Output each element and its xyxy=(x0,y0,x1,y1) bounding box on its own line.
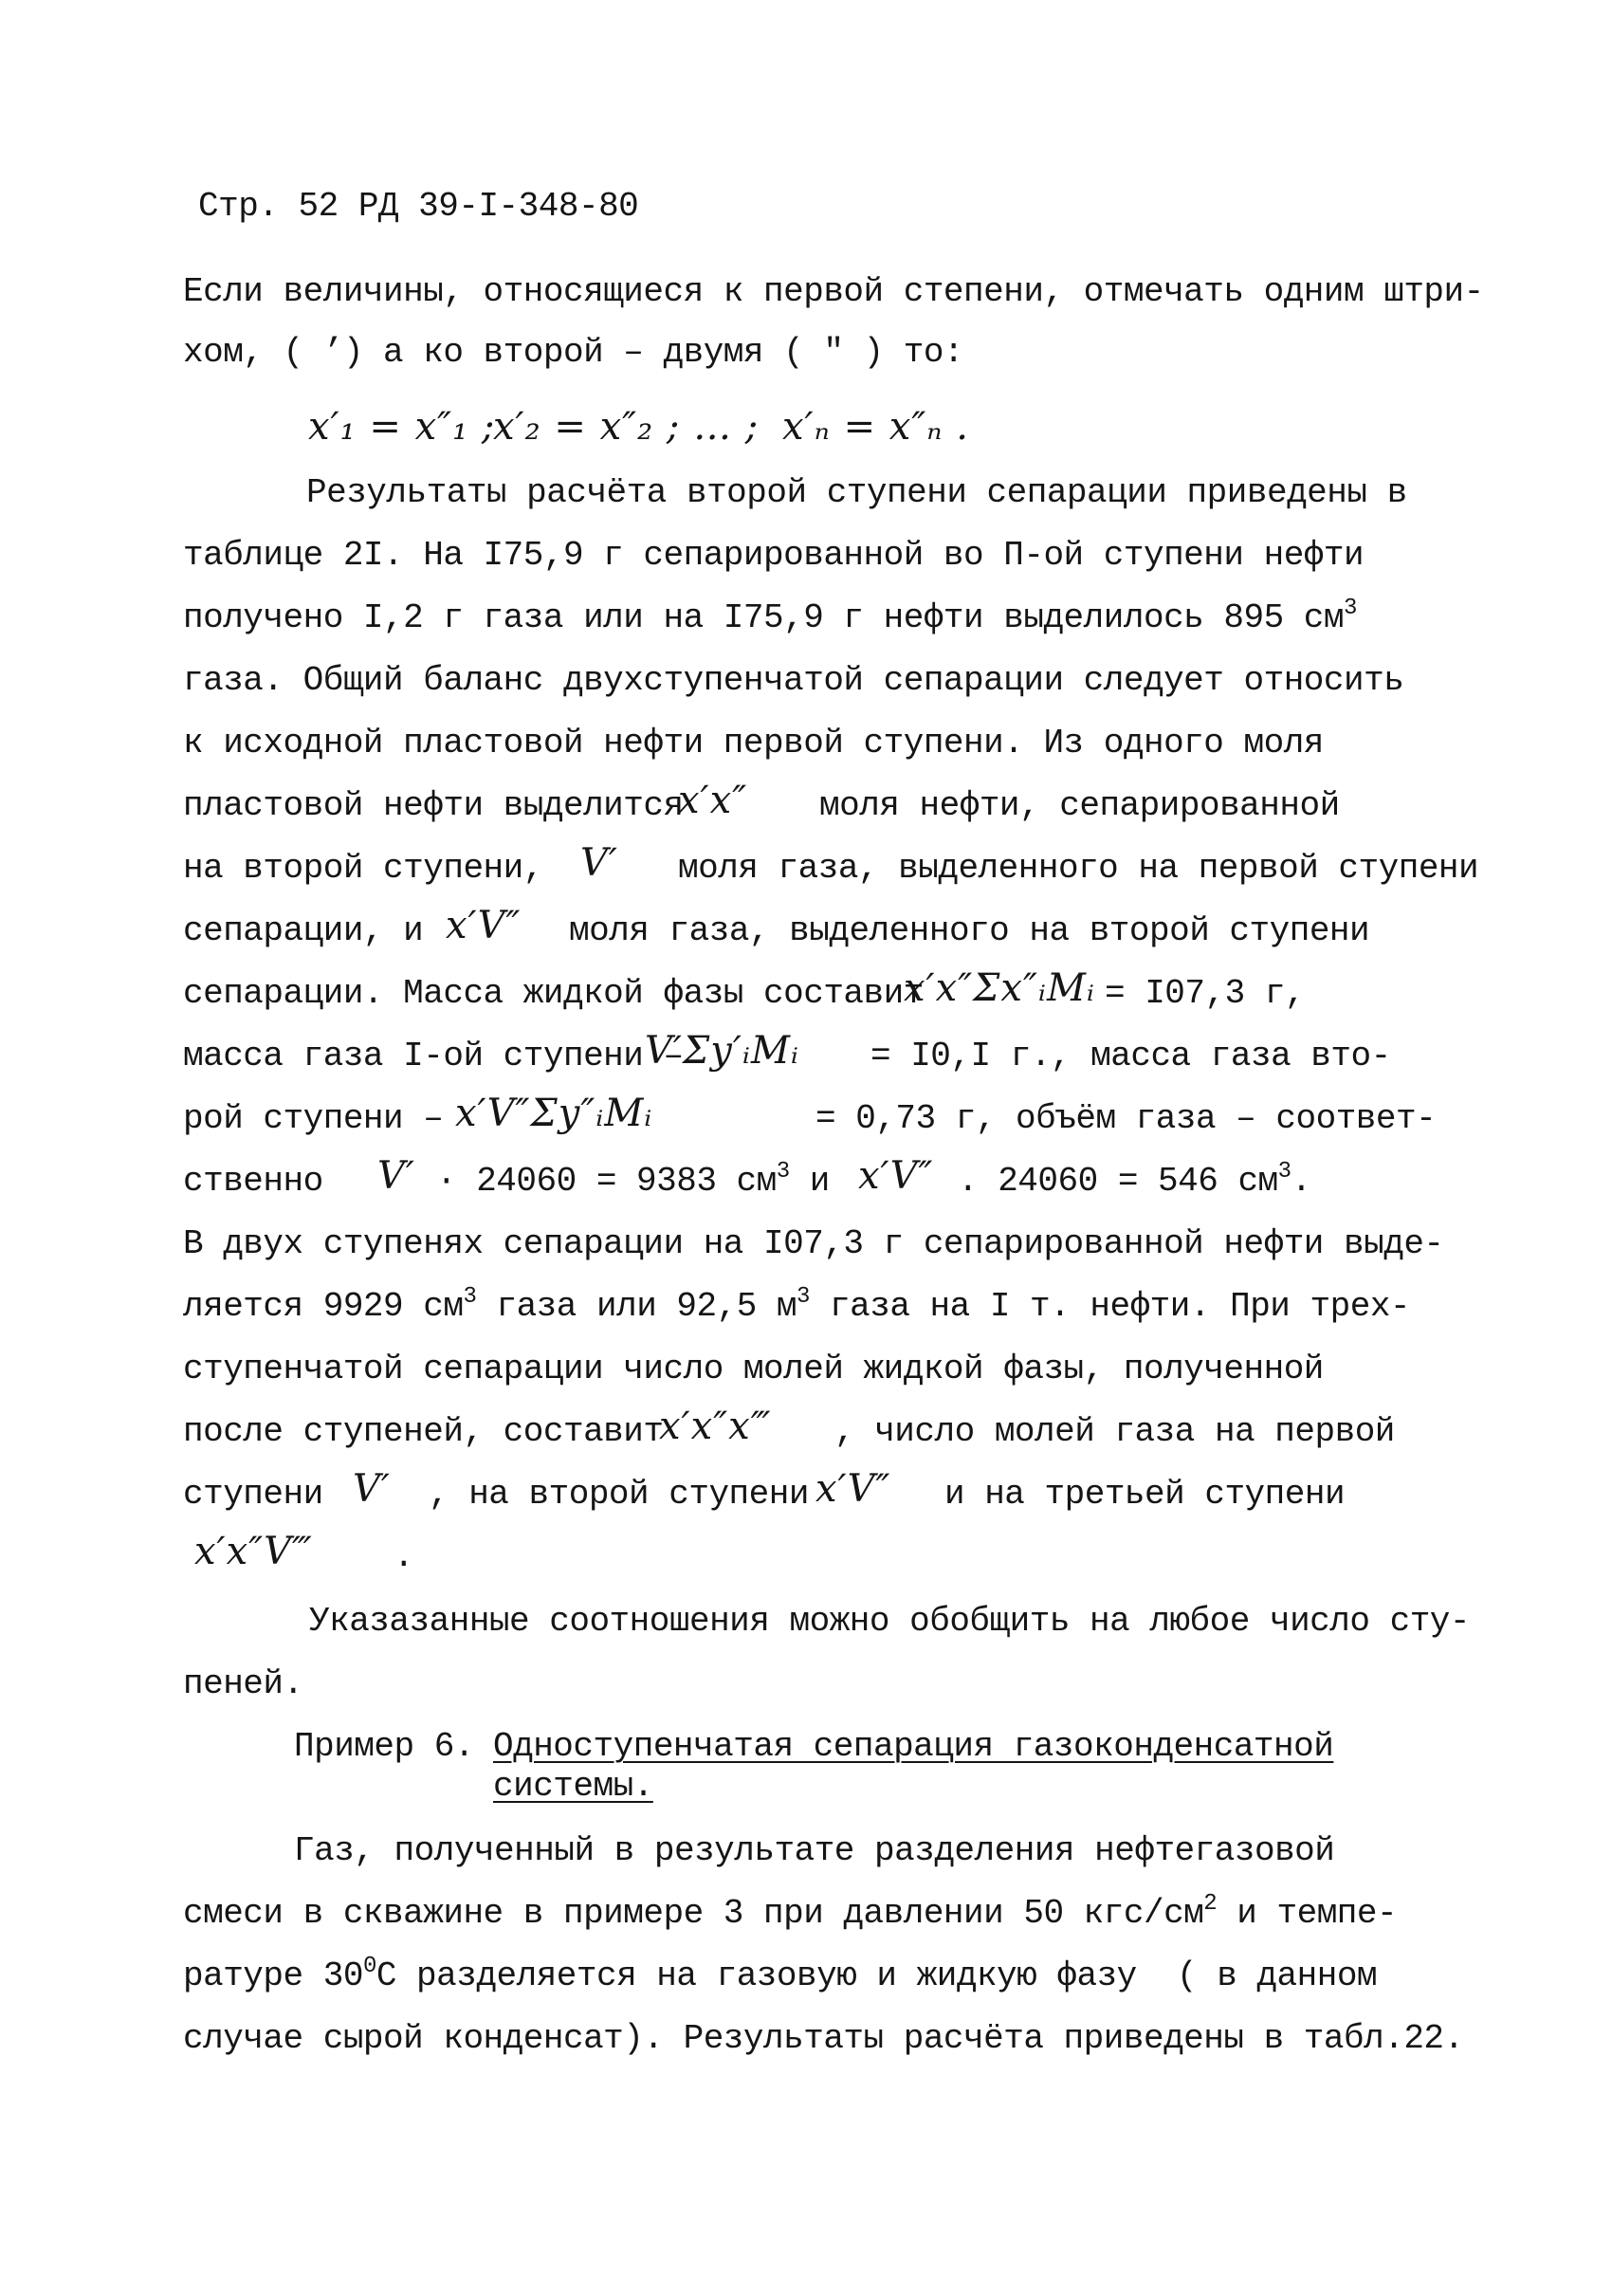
text-line: пеней. xyxy=(183,1664,303,1703)
text-line: таблице 2I. На I75,9 г сепарированной во П-ой ступени нефти xyxy=(183,536,1365,575)
text-line: ступенчатой сепарации число молей жидкой фазы, полученной xyxy=(183,1350,1324,1388)
text-line: сепарации. Масса жидкой фазы составит xyxy=(183,974,924,1013)
formula-equality-2: x′₂ = x″₂ ; … ; xyxy=(493,405,760,449)
formula-x-v-3: x′V″ xyxy=(815,1467,891,1511)
formula-x-x: x′x″ xyxy=(678,779,748,822)
text-line: . 24060 = 546 $см^3$. xyxy=(958,1159,1311,1201)
text-line: ственно xyxy=(183,1162,323,1201)
text-line: моля газа, выделенного на второй ступени xyxy=(569,911,1370,950)
text-line: Результаты расчёта второй ступени сепарации приведены в xyxy=(306,473,1407,512)
example-title: Одноступенчатая сепарация газоконденсатной xyxy=(493,1727,1334,1766)
example-label: Пример 6. xyxy=(294,1727,474,1766)
text-line: В двух ступенях сепарации на I07,3 г сепарированной нефти выде- xyxy=(183,1224,1444,1263)
formula-equality-1: x′₁ = x″₁ ; xyxy=(308,405,496,449)
text-line: = I0,I г., масса газа вто- xyxy=(870,1037,1391,1075)
text-line: Если величины, относящиеся к первой степени, отмечать одним штри- xyxy=(183,272,1484,311)
text-line: на второй ступени, xyxy=(183,849,543,888)
text-line: хом, ( ’) а ко второй – двумя ( " ) то: xyxy=(183,333,964,372)
text-line: смеси в скважине в примере 3 при давлении 50 кгс/$см^2$ и темпе- xyxy=(183,1891,1398,1933)
text-line: получено I,2 г газа или на I75,9 г нефти выделилось 895 $см^3$ xyxy=(183,596,1357,637)
text-line: ратуре $30^0С$ разделяется на газовую и жидкую фазу ( в данном xyxy=(183,1954,1378,1995)
text-line: сепарации, и xyxy=(183,911,424,950)
formula-equality-n: x′ₙ = x″ₙ . xyxy=(782,405,969,449)
text-line: после ступеней, составит xyxy=(183,1412,664,1451)
formula-x-x-v: x′x″V‴ xyxy=(194,1530,313,1573)
text-line: пластовой нефти выделится xyxy=(183,786,684,825)
example-title-cont: системы. xyxy=(493,1767,653,1806)
formula-x-v-2: x′V″ xyxy=(858,1154,934,1198)
formula-mass-gas-1: V′Σy′ᵢMᵢ xyxy=(645,1029,799,1073)
text-line: · 24060 = 9383 $см^3$ и xyxy=(436,1159,830,1201)
text-line: Указазанные соотношения можно обобщить на любое число сту- xyxy=(309,1602,1471,1641)
text-line: , число молей газа на первой xyxy=(834,1412,1395,1451)
text-line: моля нефти, сепарированной xyxy=(819,786,1340,825)
text-line: моля газа, выделенного на первой ступени xyxy=(678,849,1479,888)
formula-v: V′ xyxy=(580,841,618,885)
text-line: газа. Общий баланс двухступенчатой сепарации следует относить xyxy=(183,661,1404,700)
formula-mass-liquid: x′x″Σx″ᵢMᵢ xyxy=(904,966,1095,1010)
text-line: = 0,73 г, объём газа – соответ- xyxy=(815,1099,1437,1138)
text-line: ляется 9929 $см^3$ газа или 92,5 $м^3$ газа на I т. нефти. При трех- xyxy=(183,1284,1411,1326)
text-line: , на второй ступени xyxy=(429,1475,809,1514)
page-header: Стр. 52 РД 39-I-348-80 xyxy=(198,187,639,226)
text-dot: . xyxy=(394,1537,414,1576)
formula-mass-gas-2: x′V″Σy″ᵢMᵢ xyxy=(455,1092,653,1135)
text-line: к исходной пластовой нефти первой ступени. Из одного моля xyxy=(183,724,1324,762)
formula-x-x-x: x′x″x‴ xyxy=(659,1405,772,1448)
formula-v-3: V′ xyxy=(353,1467,391,1511)
formula-v-2: V′ xyxy=(377,1154,415,1198)
text-line: Газ, полученный в результате разделения нефтегазовой xyxy=(294,1831,1335,1870)
text-line: масса газа I-ой ступени – xyxy=(183,1037,684,1075)
text-line: случае сырой конденсат). Результаты расчёта приведены в табл.22. xyxy=(183,2019,1464,2058)
text-line: ступени xyxy=(183,1475,323,1514)
text-line: и на третьей ступени xyxy=(944,1475,1346,1514)
formula-x-v: x′V″ xyxy=(446,904,522,947)
text-line: рой ступени – xyxy=(183,1099,444,1138)
text-line: = I07,3 г, xyxy=(1105,974,1306,1013)
